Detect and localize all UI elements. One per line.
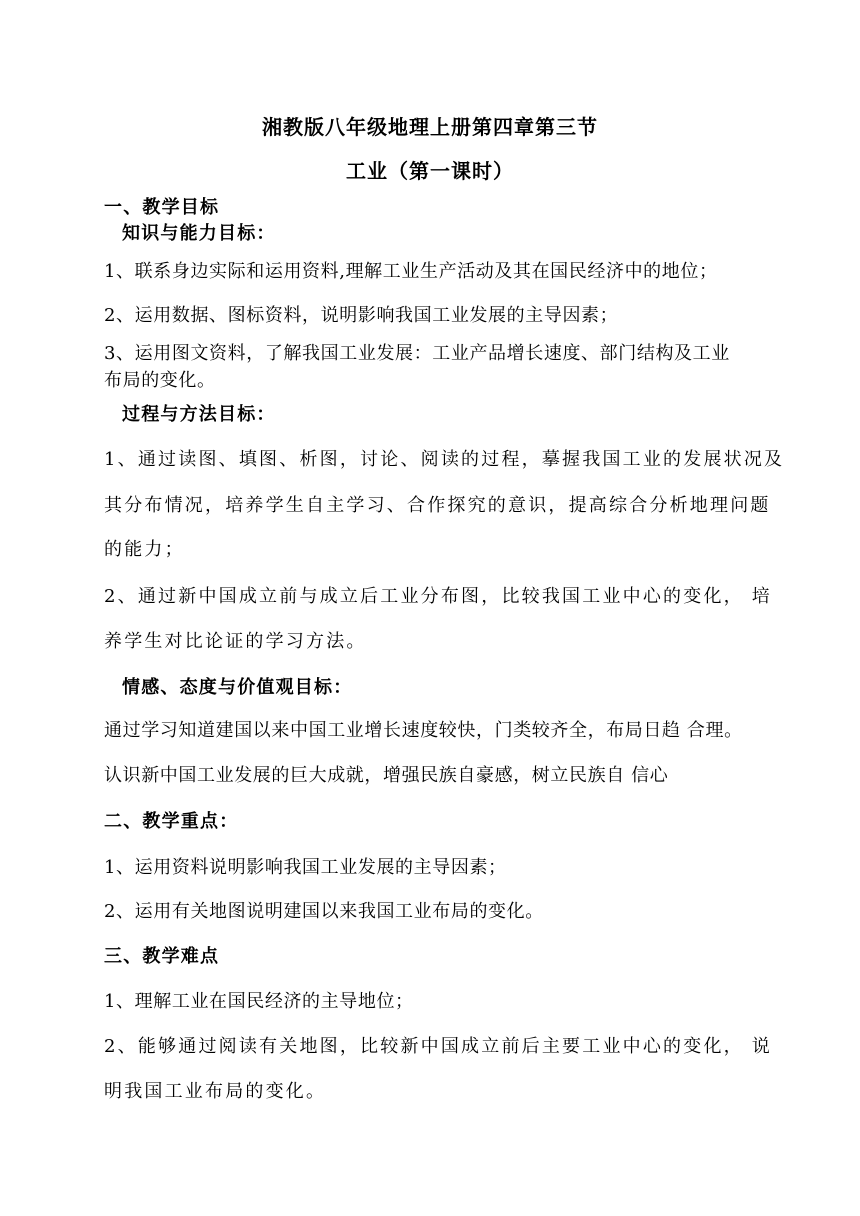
section3-heading: 三、教学难点 xyxy=(104,946,220,967)
process-goals-heading: 过程与方法目标： xyxy=(122,404,276,425)
paragraph-line: 其分布情况，培养学生自主学习、合作探究的意识，提高综合分析地理问题 xyxy=(104,495,771,516)
paragraph-line: 2、运用数据、图标资料，说明影响我国工业发展的主导因素； xyxy=(104,305,619,326)
paragraph-line: 2、通过新中国成立前与成立后工业分布图，比较我国工业中心的变化， 培 xyxy=(104,586,772,607)
paragraph-line: 1、联系身边实际和运用资料,理解工业生产活动及其在国民经济中的地位； xyxy=(104,261,718,282)
section1-heading: 一、教学目标 xyxy=(104,197,220,218)
paragraph-line: 明我国工业布局的变化。 xyxy=(104,1081,327,1102)
paragraph-line: 1、通过读图、填图、析图，讨论、阅读的过程，摹握我国工业的发展状况及 xyxy=(104,449,785,470)
paragraph-line: 2、能够通过阅读有关地图，比较新中国成立前后主要工业中心的变化， 说 xyxy=(104,1036,772,1057)
paragraph-line: 认识新中国工业发展的巨大成就，增强民族自豪感，树立民族自 信心 xyxy=(104,765,669,786)
paragraph-line: 3、运用图文资料，了解我国工业发展：工业产品增长速度、部门结构及工业 xyxy=(104,343,730,364)
paragraph-line: 的能力； xyxy=(104,539,185,560)
document-title: 湘教版八年级地理上册第四章第三节 xyxy=(262,115,598,139)
section2-heading: 二、教学重点： xyxy=(104,811,239,832)
emotion-goals-heading: 情感、态度与价值观目标： xyxy=(122,677,353,698)
paragraph-line: 通过学习知道建国以来中国工业增长速度较快，门类较齐全，布局日趋 合理。 xyxy=(104,720,743,741)
knowledge-goals-heading: 知识与能力目标： xyxy=(122,223,276,244)
paragraph-line: 布局的变化。 xyxy=(104,370,216,391)
document-subtitle: 工业（第一课时） xyxy=(346,159,514,183)
paragraph-line: 1、理解工业在国民经济的主导地位； xyxy=(104,991,414,1012)
paragraph-line: 2、运用有关地图说明建国以来我国工业布局的变化。 xyxy=(104,901,544,922)
paragraph-line: 1、运用资料说明影响我国工业发展的主导因素； xyxy=(104,857,507,878)
paragraph-line: 养学生对比论证的学习方法。 xyxy=(104,631,367,652)
